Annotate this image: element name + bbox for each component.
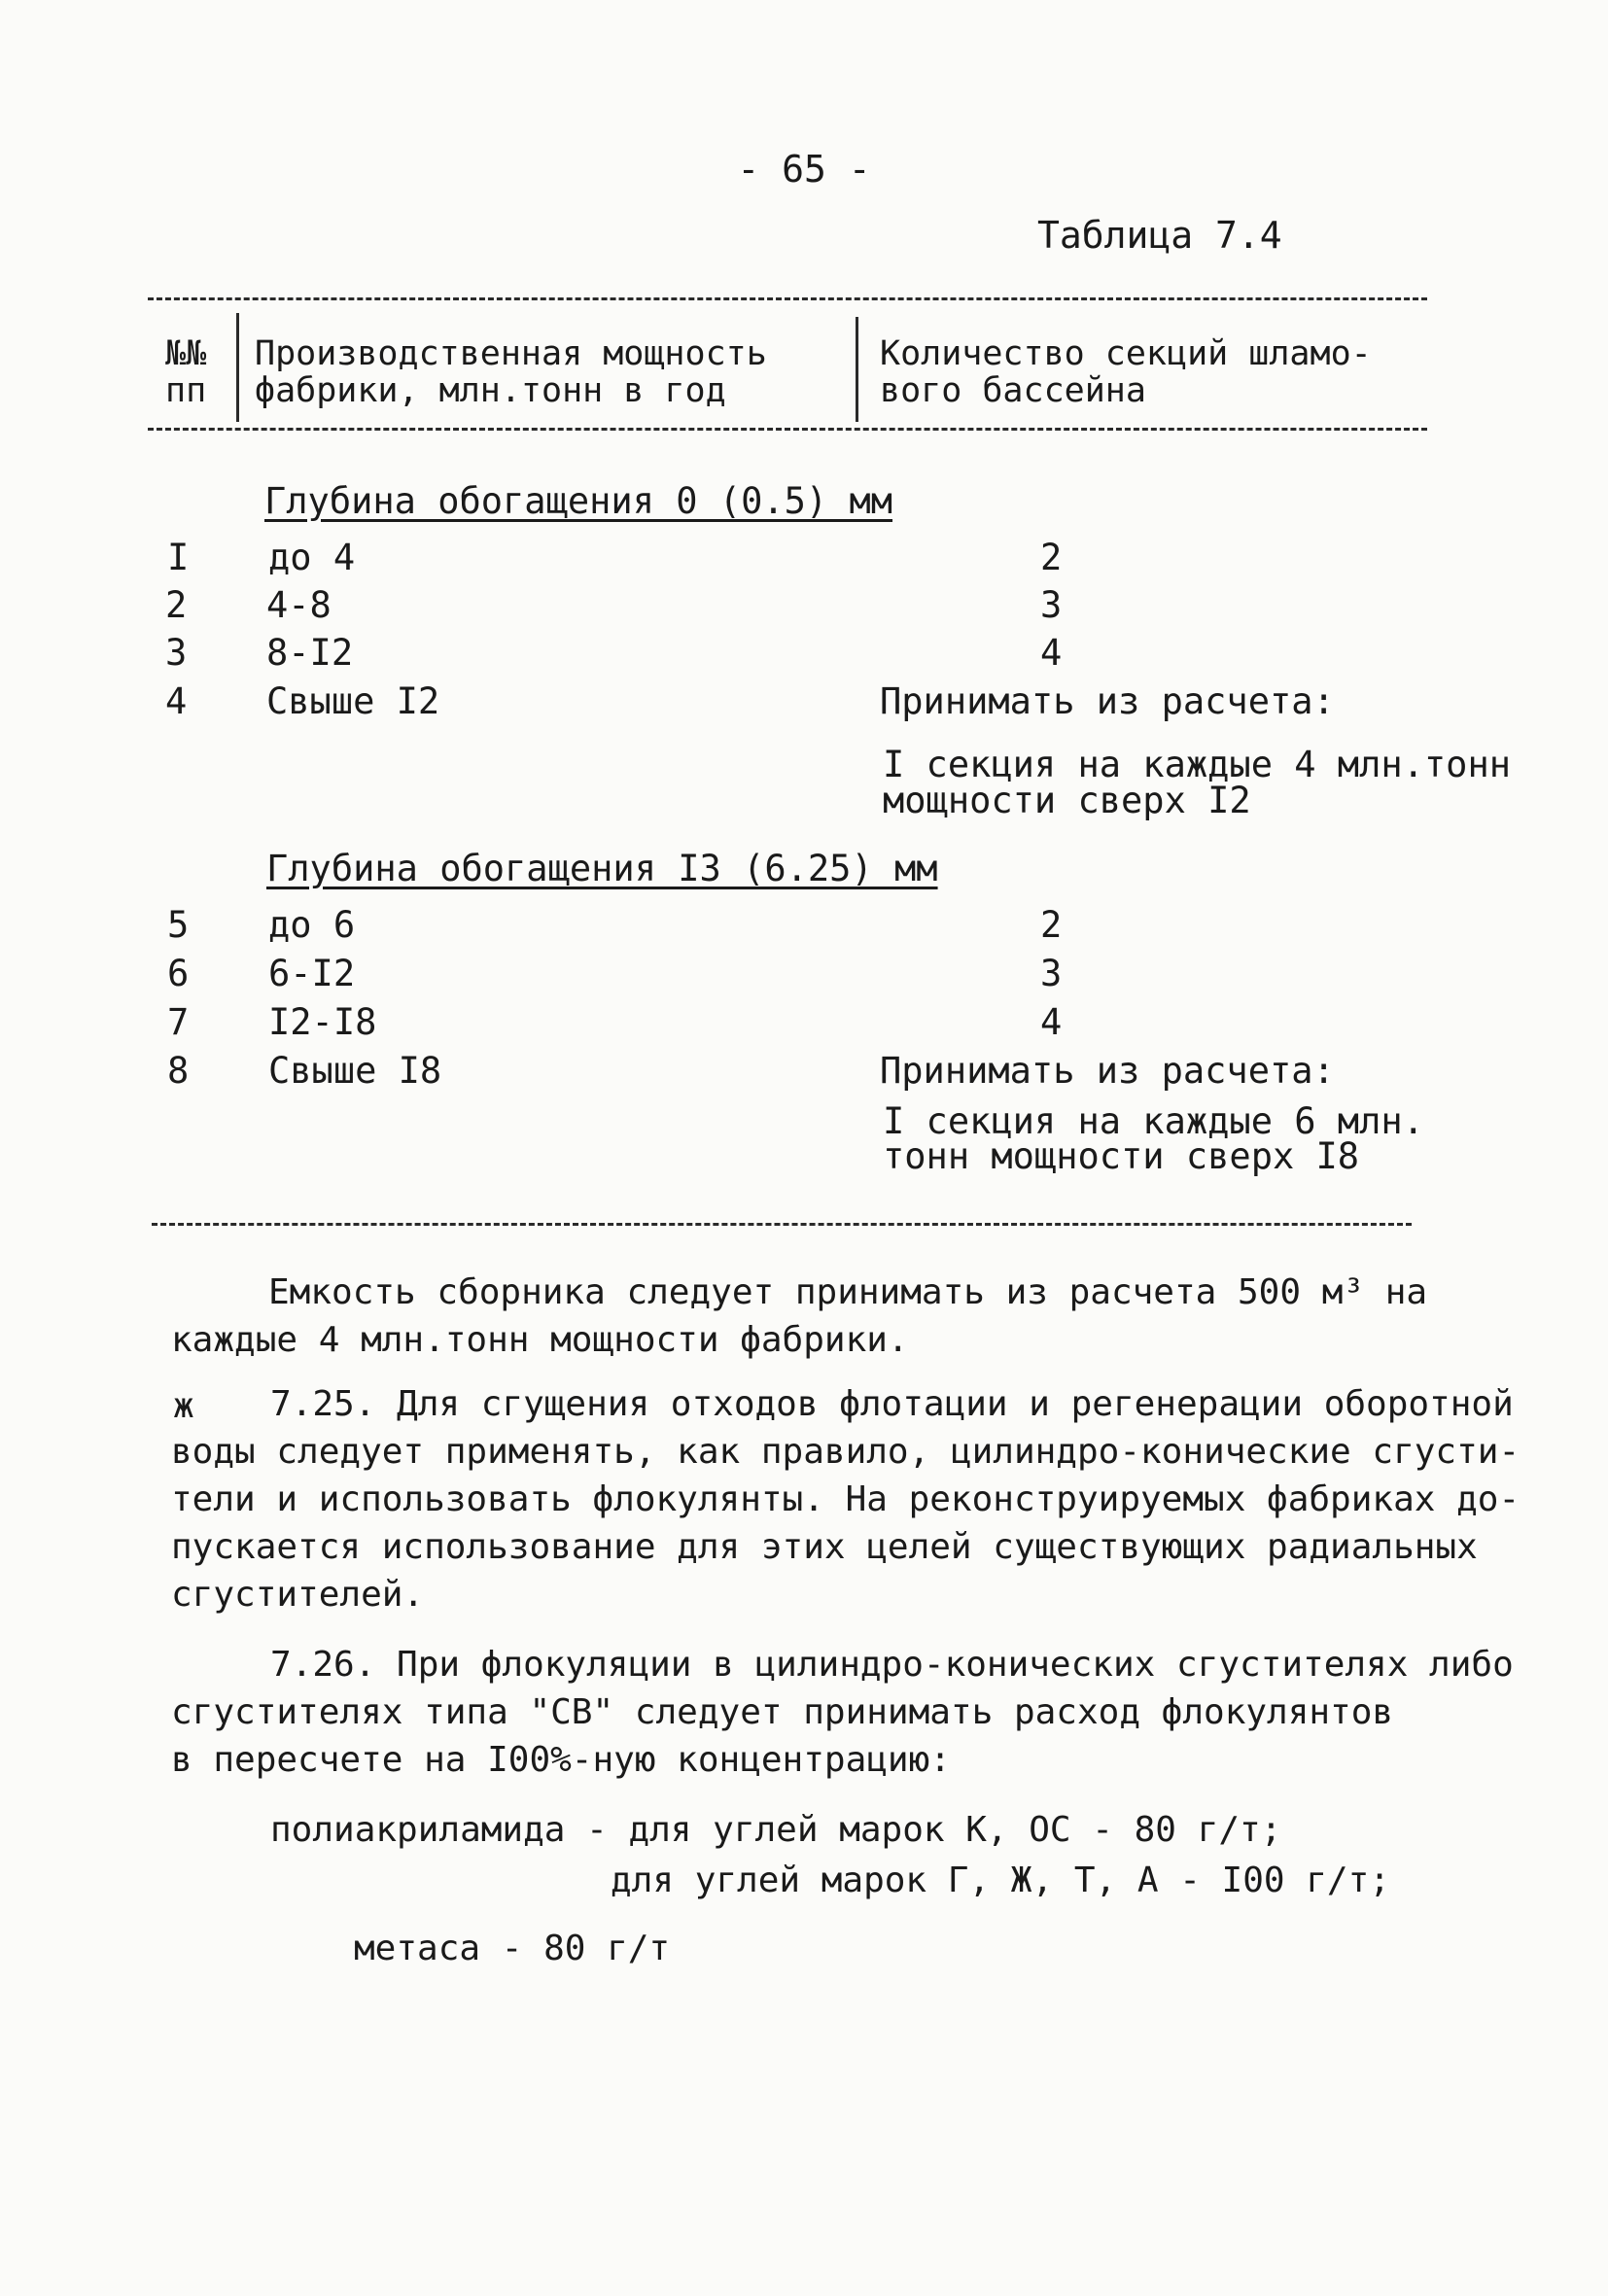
row-6-capacity: 6-I2 — [268, 953, 356, 994]
paragraph-725-line-2: воды следует применять, как правило, цилиндро-конические сгусти- — [171, 1432, 1521, 1472]
row-2-value: 3 — [1040, 584, 1063, 626]
paragraph-capacity — [171, 1269, 1474, 1364]
row-3-capacity: 8-I2 — [266, 632, 354, 674]
row-7-value: 4 — [1040, 1001, 1063, 1043]
row-8-number: 8 — [167, 1050, 190, 1092]
row-8-value: Принимать из расчета: — [880, 1050, 1335, 1092]
header-num — [165, 335, 206, 409]
row-1-value: 2 — [1040, 537, 1063, 578]
row-4-capacity: Свыше I2 — [266, 680, 440, 722]
table-label: Таблица 7.4 — [1037, 214, 1282, 257]
paragraph-726-line-1: 7.26. При флокуляции в цилиндро-конических сгустителях либо — [270, 1645, 1514, 1685]
header-separator-1 — [236, 313, 239, 422]
paragraph-capacity-line-1: Емкость сборника следует принимать из расчета 500 м³ на — [268, 1272, 1428, 1312]
paragraph-725 — [171, 1380, 1521, 1618]
header-num-line-1: №№ — [165, 334, 207, 373]
header-capacity-line-2: фабрики, млн.тонн в год — [255, 371, 726, 410]
page-number: - 65 - — [737, 148, 871, 191]
paragraph-capacity-line-2: каждые 4 млн.тонн мощности фабрики. — [171, 1320, 909, 1360]
row-7-capacity: I2-I8 — [268, 1001, 377, 1043]
paragraph-725-line-1: 7.25. Для сгущения отходов флотации и регенерации оборотной — [270, 1384, 1514, 1424]
row-5-value: 2 — [1040, 904, 1063, 946]
group-2-note-line-2: тонн мощности сверх I8 — [883, 1135, 1360, 1177]
row-1-number: I — [167, 537, 190, 578]
paragraph-725-line-5: сгустителей. — [171, 1575, 425, 1615]
group-1-note-line-1: I секция на каждые 4 млн.тонн — [883, 744, 1512, 785]
header-sections-line-2: вого бассейна — [880, 371, 1146, 410]
dosage-line-1: полиакриламида - для углей марок К, ОС - 80 г/т; — [270, 1810, 1282, 1850]
row-5-capacity: до 6 — [268, 904, 356, 946]
header-sections-line-1: Количество секций шламо- — [880, 334, 1372, 373]
row-2-number: 2 — [165, 584, 188, 626]
header-capacity-line-1: Производственная мощность — [255, 334, 767, 373]
paragraph-726 — [171, 1641, 1514, 1784]
table-bottom-rule — [152, 1223, 1412, 1226]
header-sections — [880, 335, 1372, 409]
group-2-note-line-1: I секция на каждые 6 млн. — [883, 1100, 1424, 1142]
paragraph-725-line-4: пускается использование для этих целей существующих радиальных — [171, 1527, 1478, 1567]
group-title-1: Глубина обогащения 0 (0.5) мм — [264, 480, 893, 522]
paragraph-725-mark: ж — [173, 1386, 194, 1426]
row-2-capacity: 4-8 — [266, 584, 332, 626]
row-6-value: 3 — [1040, 953, 1063, 994]
row-7-number: 7 — [167, 1001, 190, 1043]
header-separator-2 — [856, 317, 858, 422]
paragraph-726-line-3: в пересчете на I00%-ную концентрацию: — [171, 1740, 951, 1780]
row-4-value: Принимать из расчета: — [880, 680, 1335, 722]
row-3-number: 3 — [165, 632, 188, 674]
row-5-number: 5 — [167, 904, 190, 946]
header-capacity — [255, 335, 767, 409]
row-6-number: 6 — [167, 953, 190, 994]
row-8-capacity: Свыше I8 — [268, 1050, 442, 1092]
row-3-value: 4 — [1040, 632, 1063, 674]
header-num-line-2: пп — [165, 371, 207, 410]
group-1-note — [883, 744, 1512, 821]
dosage-line-3: метаса - 80 г/т — [354, 1929, 671, 1968]
header-bottom-rule — [148, 428, 1427, 431]
dosage-line-2: для углей марок Г, Ж, Т, А - I00 г/т; — [611, 1861, 1390, 1900]
table-top-rule — [148, 297, 1427, 300]
group-2-note — [883, 1100, 1424, 1177]
row-1-capacity: до 4 — [268, 537, 356, 578]
row-4-number: 4 — [165, 680, 188, 722]
group-title-2: Глубина обогащения I3 (6.25) мм — [266, 848, 938, 889]
group-1-note-line-2: мощности сверх I2 — [883, 780, 1251, 821]
paragraph-725-line-3: тели и использовать флокулянты. На реконструируемых фабриках до- — [171, 1479, 1521, 1519]
paragraph-726-line-2: сгустителях типа "СВ" следует принимать расход флокулянтов — [171, 1692, 1394, 1732]
